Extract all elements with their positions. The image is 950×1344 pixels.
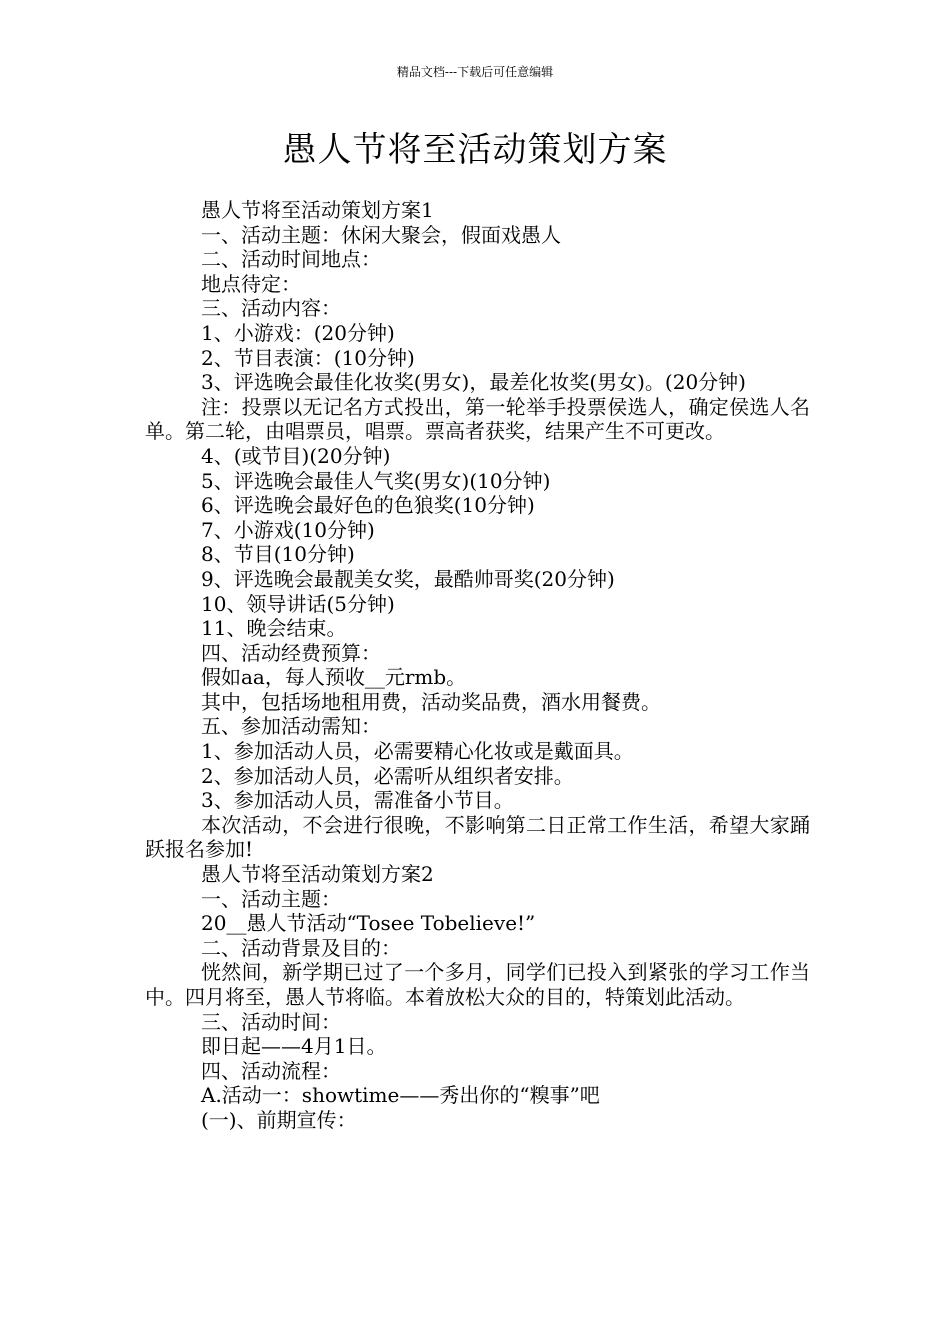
paragraph: 愚人节将至活动策划方案2 <box>201 862 434 887</box>
paragraph: 11、晚会结束。 <box>201 616 347 641</box>
paragraph: 1、参加活动人员，必需要精心化妆或是戴面具。 <box>201 739 634 764</box>
paragraph: 四、活动流程： <box>201 1058 341 1083</box>
paragraph: 其中，包括场地租用费，活动奖品费，酒水用餐费。 <box>201 689 661 714</box>
paragraph: 3、评选晚会最佳化妆奖(男女)，最差化妆奖(男女)。(20分钟) <box>201 370 746 395</box>
document-title: 愚人节将至活动策划方案 <box>282 130 668 170</box>
paragraph: 6、评选晚会最好色的色狼奖(10分钟) <box>201 493 535 518</box>
paragraph: 二、活动时间地点： <box>201 247 381 272</box>
paragraph: 三、活动内容： <box>201 296 341 321</box>
paragraph: 8、节目(10分钟) <box>201 542 355 567</box>
paragraph: 2、参加活动人员，必需听从组织者安排。 <box>201 763 574 788</box>
paragraph: 9、评选晚会最靓美女奖，最酷帅哥奖(20分钟) <box>201 566 615 591</box>
paragraph: 三、活动时间： <box>201 1009 341 1034</box>
paragraph: 2、节目表演：(10分钟) <box>201 345 415 370</box>
paragraph: 5、评选晚会最佳人气奖(男女)(10分钟) <box>201 468 551 493</box>
paragraph: 4、(或节目)(20分钟) <box>201 443 391 468</box>
paragraph: A.活动一：showtime——秀出你的“糗事”吧 <box>201 1083 600 1108</box>
paragraph: 假如aa，每人预收__元rmb。 <box>201 665 467 690</box>
paragraph: 四、活动经费预算： <box>201 640 381 665</box>
paragraph: 本次活动，不会进行很晚，不影响第二日正常工作生活，希望大家踊跃报名参加! <box>145 812 810 862</box>
paragraph: 恍然间，新学期已过了一个多月，同学们已投入到紧张的学习工作当中。四月将至，愚人节将临。本着放松大众的目的，特策划此活动。 <box>145 960 810 1009</box>
paragraph: 一、活动主题： <box>201 886 341 911</box>
document-body <box>145 198 810 1133</box>
paragraph: 注：投票以无记名方式投出，第一轮举手投票侯选人，确定侯选人名单。第二轮，由唱票员，唱票。票高者获奖，结果产生不可更改。 <box>145 394 810 444</box>
paragraph: 7、小游戏(10分钟) <box>201 517 375 542</box>
paragraph: 二、活动背景及目的： <box>201 935 401 960</box>
paragraph: (一)、前期宣传： <box>201 1107 357 1132</box>
header-note: 精品文档---下载后可任意编辑 <box>396 65 554 79</box>
paragraph: 10、领导讲话(5分钟) <box>201 591 395 616</box>
paragraph: 五、参加活动需知： <box>201 714 381 739</box>
paragraph: 3、参加活动人员，需准备小节目。 <box>201 788 514 813</box>
paragraph: 一、活动主题：休闲大聚会，假面戏愚人 <box>201 222 561 247</box>
paragraph: 愚人节将至活动策划方案1 <box>201 198 434 222</box>
paragraph: 即日起——4月1日。 <box>201 1034 387 1059</box>
paragraph: 1、小游戏：(20分钟) <box>201 320 395 345</box>
paragraph: 地点待定： <box>201 271 301 296</box>
paragraph: 20__愚人节活动“Tosee Tobelieve!” <box>201 911 536 936</box>
